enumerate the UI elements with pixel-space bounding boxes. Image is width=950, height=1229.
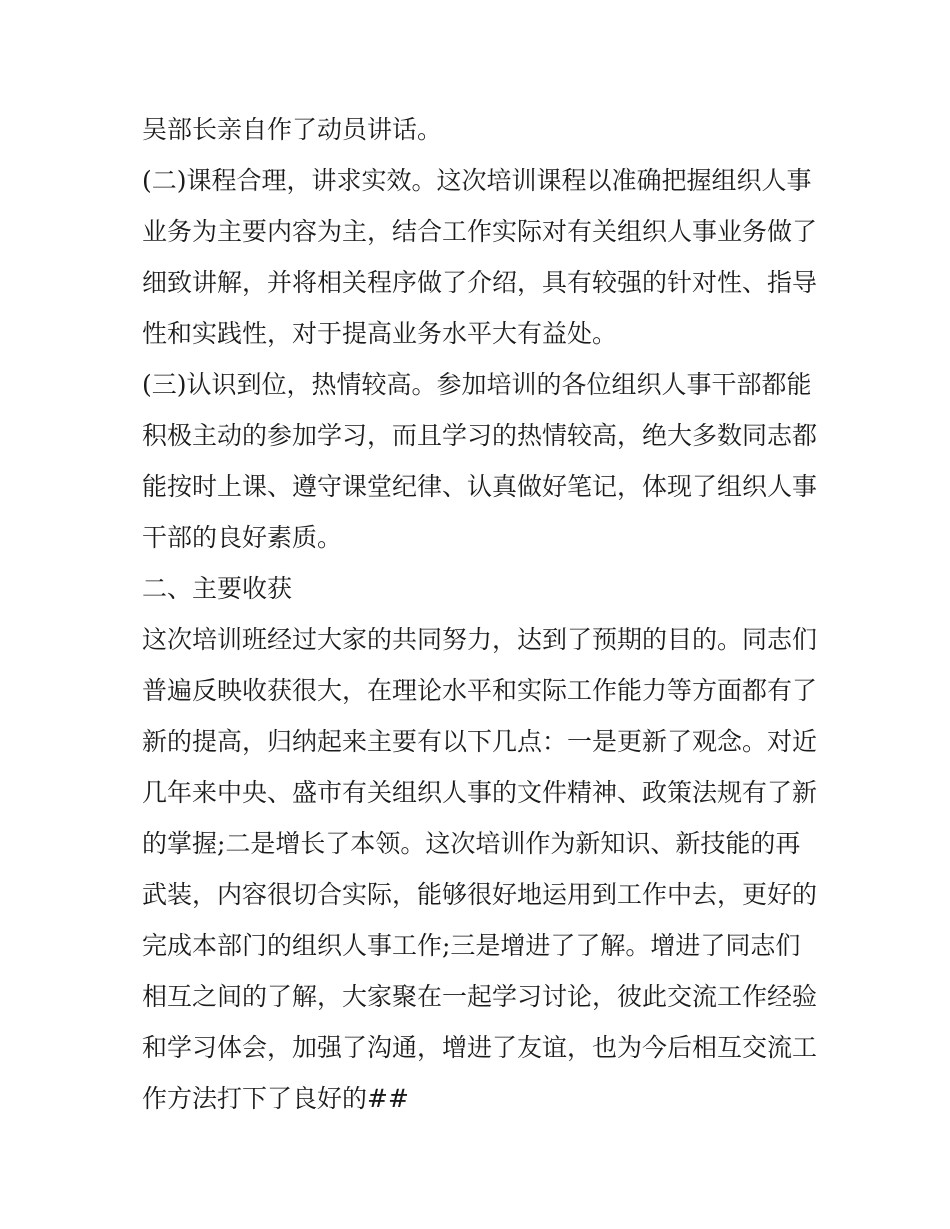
text-line: 武装，内容很切合实际，能够很好地运用到工作中去，更好的 [142, 880, 818, 909]
text-line: 这次培训班经过大家的共同努力，达到了预期的目的。同志们 [142, 625, 818, 654]
text-line: 性和实践性，对于提高业务水平大有益处。 [142, 319, 618, 348]
text-line: 完成本部门的组织人事工作;三是增进了了解。增进了同志们 [142, 931, 801, 960]
text-line: 和学习体会，加强了沟通，增进了友谊，也为今后相互交流工 [142, 1033, 818, 1062]
text-line: (三)认识到位，热情较高。参加培训的各位组织人事干部都能 [142, 370, 812, 399]
text-line: 积极主动的参加学习，而且学习的热情较高，绝大多数同志都 [142, 421, 818, 450]
text-line: 的掌握;二是增长了本领。这次培训作为新知识、新技能的再 [142, 829, 801, 858]
text-line: 几年来中央、盛市有关组织人事的文件精神、政策法规有了新 [142, 778, 818, 807]
text-line: 细致讲解，并将相关程序做了介绍，具有较强的针对性、指导 [142, 268, 818, 297]
text-line: 新的提高，归纳起来主要有以下几点：一是更新了观念。对近 [142, 727, 818, 756]
text-line: 普遍反映收获很大，在理论水平和实际工作能力等方面都有了 [142, 676, 818, 705]
text-line: 干部的良好素质。 [142, 523, 343, 552]
text-line: (二)课程合理，讲求实效。这次培训课程以准确把握组织人事 [142, 166, 812, 195]
text-line: 业务为主要内容为主，结合工作实际对有关组织人事业务做了 [142, 217, 818, 246]
text-line: 能按时上课、遵守课堂纪律、认真做好笔记，体现了组织人事 [142, 472, 818, 501]
text-line: 作方法打下了良好的## [142, 1084, 409, 1113]
document-body [142, 104, 822, 1124]
text-line: 吴部长亲自作了动员讲话。 [142, 115, 443, 144]
text-line: 相互之间的了解，大家聚在一起学习讨论，彼此交流工作经验 [142, 982, 818, 1011]
section-heading: 二、主要收获 [142, 574, 293, 603]
